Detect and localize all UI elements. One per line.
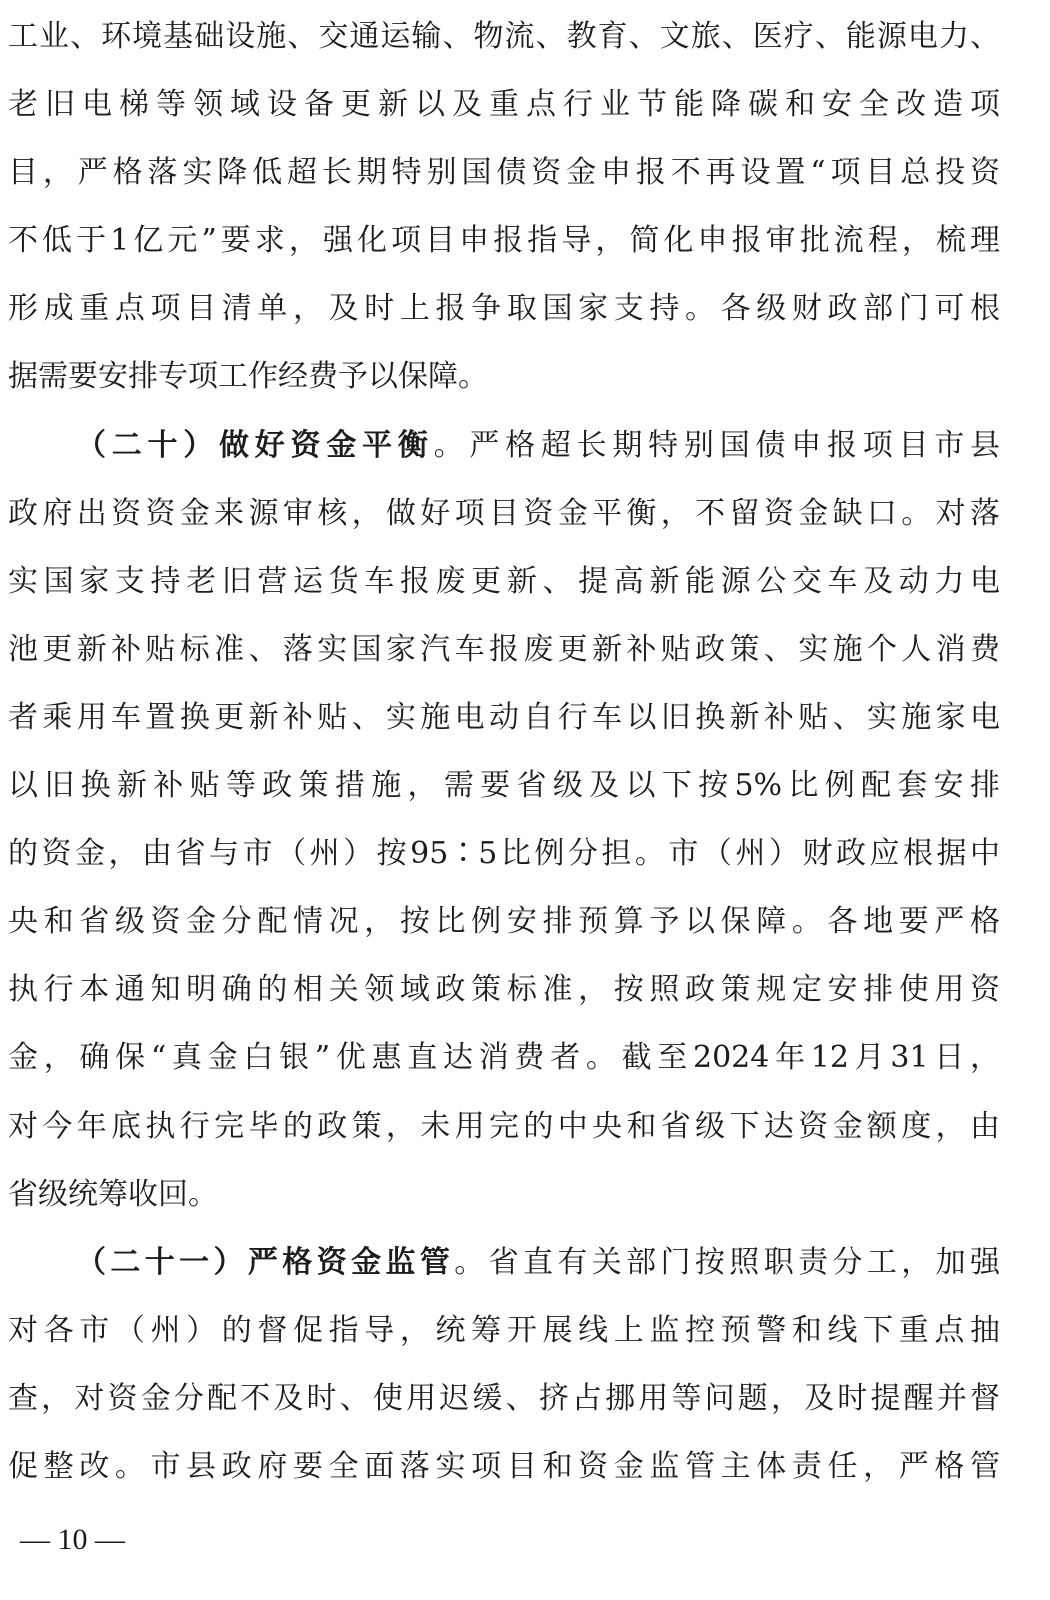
text-line: 央和省级资金分配情况，按比例安排预算予以保障。各地要严格	[8, 904, 1000, 940]
text-line: 不低于1亿元”要求，强化项目申报指导，简化申报审批流程，梳理	[8, 223, 1000, 259]
text-segment: 。严格超长期特别国债申报项目市县	[433, 427, 1000, 463]
paragraph-section-21	[8, 1229, 1000, 1501]
body-text	[8, 3, 1000, 1501]
text-line: 实国家支持老旧营运货车报废更新、提高新能源公交车及动力电	[8, 563, 1000, 599]
text-line: 池更新补贴标准、落实国家汽车报废更新补贴政策、实施个人消费	[8, 631, 1000, 667]
text-line: 据需要安排专项工作经费予以保障。	[8, 359, 488, 395]
text-line: 对今年底执行完毕的政策，未用完的中央和省级下达资金额度，由	[8, 1108, 1000, 1144]
text-line: 以旧换新补贴等政策措施，需要省级及以下按5%比例配套安排	[8, 768, 1000, 804]
text-line: 形成重点项目清单，及时上报争取国家支持。各级财政部门可根	[8, 291, 1000, 327]
text-line: 促整改。市县政府要全面落实项目和资金监管主体责任，严格管	[8, 1448, 1000, 1484]
text-line	[8, 1229, 1000, 1297]
paragraph	[8, 3, 1000, 412]
text-line: 老旧电梯等领域设备更新以及重点行业节能降碳和安全改造项	[8, 87, 1000, 123]
section-heading: （二十一）严格资金监管	[76, 1244, 455, 1280]
text-line	[8, 412, 1000, 480]
text-segment: 。省直有关部门按照职责分工，加强	[454, 1244, 1000, 1280]
section-heading: （二十）做好资金平衡	[76, 427, 434, 463]
text-line: 政府出资资金来源审核，做好项目资金平衡，不留资金缺口。对落	[8, 495, 1000, 531]
text-line: 对各市（州）的督促指导，统筹开展线上监控预警和线下重点抽	[8, 1312, 1000, 1348]
text-line: 执行本通知明确的相关领域政策标准，按照政策规定安排使用资	[8, 972, 1000, 1008]
paragraph-section-20	[8, 412, 1000, 1229]
text-line: 者乘用车置换更新补贴、实施电动自行车以旧换新补贴、实施家电	[8, 699, 1000, 735]
page-number: — 10 —	[20, 1523, 125, 1556]
text-line: 的资金，由省与市（州）按95∶5比例分担。市（州）财政应根据中	[8, 836, 1000, 872]
text-line: 目，严格落实降低超长期特别国债资金申报不再设置“项目总投资	[8, 155, 1000, 191]
text-line: 工业、环境基础设施、交通运输、物流、教育、文旅、医疗、能源电力、	[8, 19, 1000, 54]
text-line: 省级统筹收回。	[8, 1176, 218, 1212]
text-line: 金，确保“真金白银”优惠直达消费者。截至2024年12月31日，	[8, 1040, 1000, 1076]
text-line: 查，对资金分配不及时、使用迟缓、挤占挪用等问题，及时提醒并督	[8, 1380, 1000, 1416]
